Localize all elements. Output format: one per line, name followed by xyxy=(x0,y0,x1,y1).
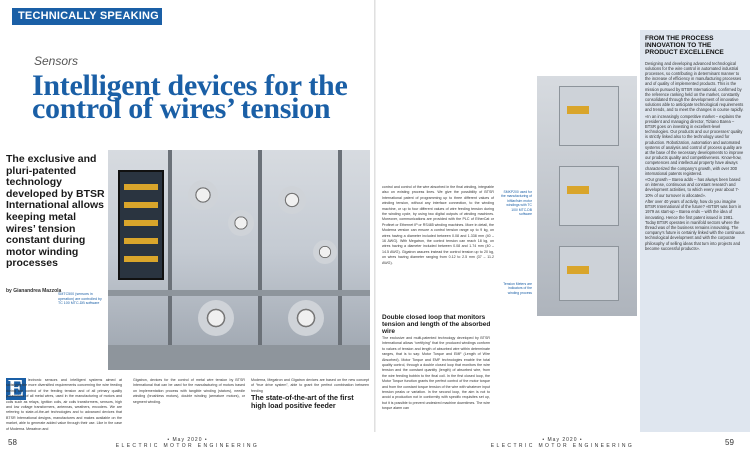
machine-photo xyxy=(108,150,370,370)
body-column-2: Gigatron, devices for the control of metal wire tension by BTSR International that can be used for the manufacturing of motors based on implementation process with tangible winding (stators), needle winding (brushless motors), double winding (armature motors), or segment winding. xyxy=(133,378,245,404)
sidebar-title: FROM THE PROCESS INNOVATION TO THE PRODUCT EXCELLENCE xyxy=(645,35,724,57)
section-tab: TECHNICALLY SPEAKING xyxy=(12,8,162,25)
drop-cap: E xyxy=(7,376,24,402)
sidebar-body xyxy=(645,61,745,251)
standfirst: The exclusive and pluri-patented technology developed by BTSR International allows keeping metal wires’ tension constant during motor winding processes xyxy=(6,153,105,270)
body-column-4: control and control of the wire absorbed in the final winding, integrable also on existing process lines. We give the possibility of BTSR International patent of programming up to three different values of winding tension, without any interface connection, to the winding machine, or up to four different values of wire feeding tension during the winding cycle, by using two digital outputs of winding machines. Moreover, communications are provided with the PLC of EtherCat or Profinet or Ethernet IP or RS485 winding machines. More in detail, the Moderna version can ensure a control tension range up to 9 kg, on wires having a diameter included between 0.08 and 1.338 mm (40 – 16 AWG). With Megatron, the control tension can reach 18 kg, on wires having a diameter included between 0.08 and 1.74 mm (40 – 14.5 AWG). Gigatron assures instead the control tension up to 20 kg, on wires having diameter ranging from 0.12 to 2.5 mm (37 – 11.2 AWG). xyxy=(382,185,494,265)
touchscreen-display xyxy=(118,170,164,280)
magazine-name: ELECTRIC MOTOR ENGINEERING xyxy=(490,443,635,449)
photo-caption-right-top: SMKP200 used for the manufacturing of bifilar/lsim motor windings with TC 100/ MTC-DB software xyxy=(501,190,532,217)
issue-date: • May 2020 • xyxy=(167,437,208,443)
photo-caption-right-bottom: Tension Meters are indicators of the winding process xyxy=(503,282,532,295)
subhead-double-loop: Double closed loop that monitors tension and length of the absorbed wire xyxy=(382,314,491,335)
sidebar-paragraph: «In an increasingly competitive market – explains the president and managing director, Tiziano Barea – BTSR goes on investing in excellent-level technologies. Our products and our processes’ quality is strictly linked also to the technology used for production. Robotization, automation and automated systems of analysis and control of process quality are at the base of the necessary developments to improve our products quality and competitiveness. Know-how, competences and intellectual property have always characterized the company’s growth, with over 300 international patents registered. xyxy=(645,113,744,176)
issue-date: • May 2020 • xyxy=(542,437,583,443)
magazine-name: ELECTRIC MOTOR ENGINEERING xyxy=(115,443,260,449)
byline: by Gianandrea Mazzola xyxy=(6,288,62,294)
subhead-first-feeder: The state-of-the-art of the first high load positive feeder xyxy=(251,393,354,410)
sidebar-paragraph: After over 40 years of activity, how do you imagine BTSR International of the future? «BTSR was born in 1979 as start-up – Barea ends – with the idea of innovating. Hence the first patent issued in 1981. Today BTSR operates in manifold sectors where the thread was of the business remains innovating. The company’s future is certainly linked with the continuous technological development and with the corporate philosophy of selling ideas that turn into projects and become successful products». xyxy=(645,198,745,251)
sidebar-paragraph: «Our growth – Barea adds – has always been based on intense, continuous and constant research and development activities, to which every year about 7-10% of our turnover is allocated». xyxy=(645,177,741,198)
footer-right xyxy=(375,437,750,449)
photo-caption-left: SMTC500 (sensors in operation) are controlled by TC 100 MTC-DB software xyxy=(58,292,102,305)
page-gutter xyxy=(374,0,376,432)
sidebar-paragraph: Designing and developing advanced technological solutions for the wire control in automated industrial processes, so contributing in determinant manner to the increase of efficiency in manufacturing processes and of quality of implemented products. This is the mission pursued by BTSR International, confirmed by the reference ranking held on the market, constantly consolidated through the development of innovative solutions able to anticipate technological requirements and trends, and to meet the changes in course rapidly. xyxy=(645,60,744,113)
headline: Intelligent devices for the control of wires’ tension xyxy=(32,69,348,125)
body-column-3: Moderna, Megatron and Gigatron devices are based on the new concept of “true drive system”, able to grant the perfect combination between feeding xyxy=(251,378,369,393)
body-column-1: lectronic sensors and intelligent systems aimed at satisfying the more diversified requirements concerning the wire feeding during the control of the feeding tension and of all primary quality parameters of all metal wires, used in the manufacturing of motors and coils such as relays, ignition coils, air coils transformers, sensors, high and low voltage transformers, antennas, weathers, encoders. We are referring to state-of-the-art technologies and to advanced devices that BTSR International designs, manufactures and makes available on the market, able to generate added value through their use. Like in the case of Moderna, Megatron and xyxy=(6,378,122,430)
category-label: Sensors xyxy=(34,54,79,68)
footer-left xyxy=(0,437,375,449)
page-number-right: 59 xyxy=(725,438,734,447)
machine-photo-right xyxy=(537,76,637,316)
sidebar-box xyxy=(640,30,750,432)
page-number-left: 58 xyxy=(8,438,17,447)
body-column-5: The exclusive and multi-patented technology developed by BTSR International allows “certifying” that the produced windings conform to values of tension and length of absorbed wire within determinate ranges, that is to say: Motor Torque and EMF (Length of Wire Absorbed). Motor Torque and EMF technologies enable the total quality control, through a double closed loop that monitors the wire tension and the constant quantity (length) of absorbed wire, from the wire feeding bobbin to the final coil. In the first closed loop, the Motor Torque function grants the perfect control of the motor torque and from the constant torque tension of the wire with whatever input tension peaks or variation. In the second loop, the aim is not to avoid a production not in conformity with specific requisites set up, but it is possible to prevent undesired machine downtimes. The wire torque alarm can xyxy=(382,336,490,411)
